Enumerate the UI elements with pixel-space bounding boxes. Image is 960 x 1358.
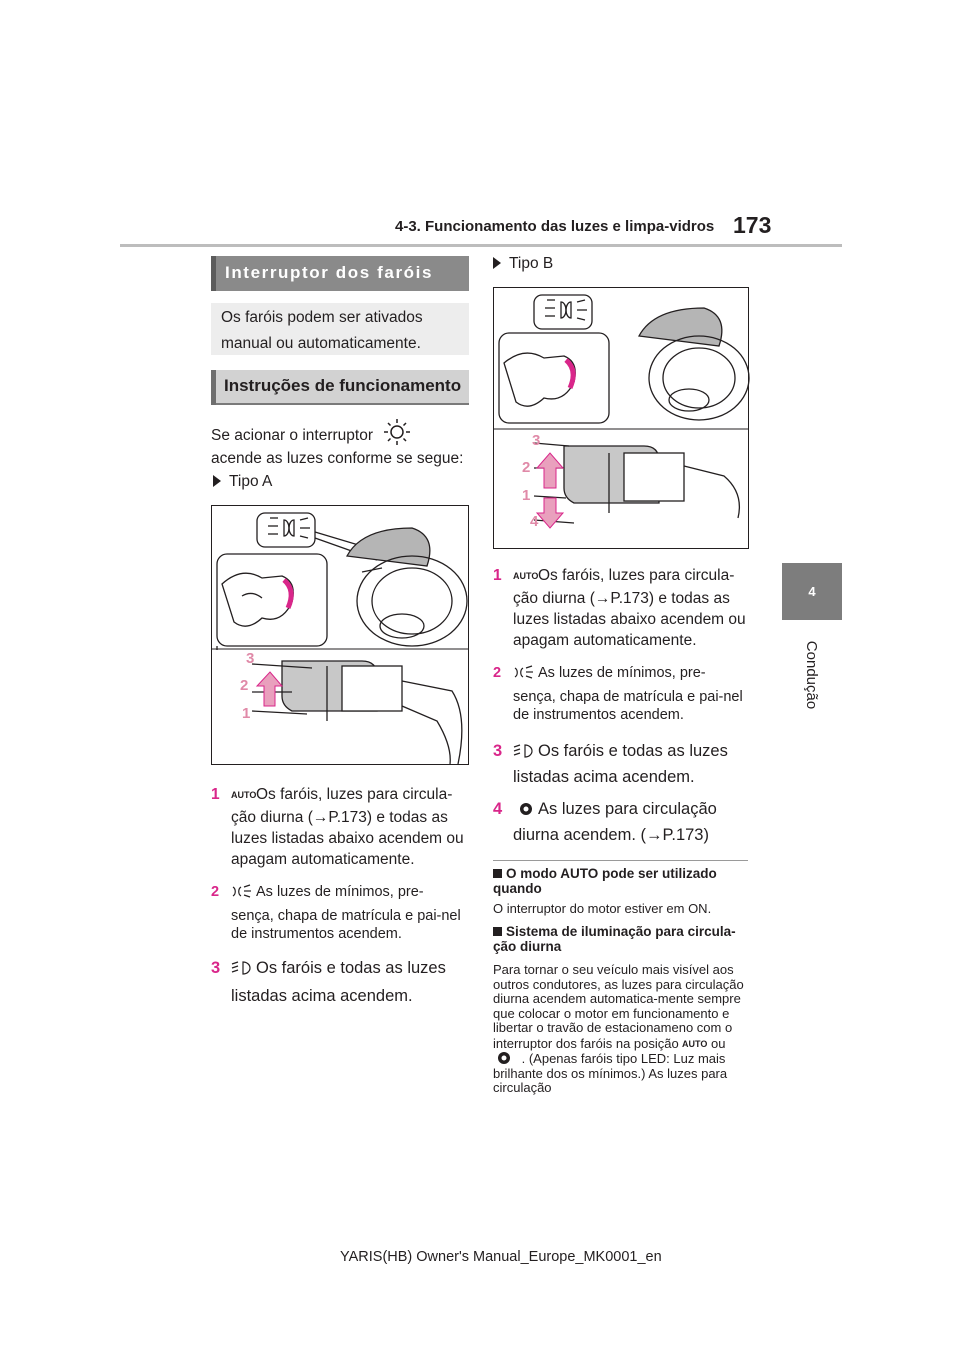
section-header-title: 4-3. Funcionamento das luzes e limpa-vidros [395, 218, 715, 235]
chapter-label: Condução [803, 640, 820, 710]
light-switch-icon [382, 418, 412, 446]
section-heading-text: Interruptor dos faróis [225, 263, 434, 282]
headlight-icon [231, 961, 253, 975]
figure-b-callout-1: 1 [522, 487, 531, 504]
page-number: 173 [733, 212, 772, 238]
instruction-line-2: acende as luzes conforme se segue: [211, 450, 464, 467]
auto-icon [513, 568, 539, 582]
note-text-auto: O interruptor do motor estiver em ON. [493, 901, 712, 916]
figure-b-callout-3: 3 [532, 432, 541, 449]
svg-text:AUTO: AUTO [682, 1038, 708, 1049]
parking-light-icon [513, 665, 535, 679]
figure-type-a [211, 505, 469, 765]
figure-b-callout-4: 4 [530, 513, 539, 530]
chapter-tab[interactable]: 4 [782, 563, 842, 620]
daytime-running-light-icon [493, 1051, 515, 1065]
auto-icon [231, 787, 257, 801]
intro-box [211, 303, 469, 355]
type-a-label: Tipo A [213, 473, 272, 491]
type-b-label: Tipo B [493, 255, 553, 273]
parking-light-icon [231, 884, 253, 898]
section-heading [211, 256, 469, 291]
figure-b-callout-2: 2 [522, 459, 531, 476]
note-heading-drl: Sistema de iluminação para circula-ção diurna [493, 924, 736, 954]
headlight-icon [513, 744, 535, 758]
intro-line-1: Os faróis podem ser ativados [221, 309, 423, 326]
subsection-heading-text: Instruções de funcionamento [224, 376, 462, 395]
note-heading-auto: O modo AUTO pode ser utilizado quando [493, 866, 717, 896]
intro-line-2: manual ou automaticamente. [221, 335, 421, 352]
footer-text: YARIS(HB) Owner's Manual_Europe_MK0001_en [340, 1249, 662, 1265]
figure-a-callout-2: 2 [240, 677, 249, 694]
figure-a-callout-3: 3 [246, 650, 255, 667]
svg-text:AUTO: AUTO [231, 790, 257, 800]
notes-divider [493, 860, 748, 861]
subsection-heading [211, 370, 469, 405]
header-rule [120, 244, 842, 247]
figure-a-callout-1: 1 [242, 705, 251, 722]
daytime-running-light-icon [513, 802, 535, 816]
note-text-drl: Para tornar o seu veículo mais visível aos outros condutores, as luzes para circulação diurna acendem automatica-mente sempre que colocar o motor em funcionamento e libertar o travão de estacionameno com o interruptor dos faróis na posição AUTO ou . (Apenas faróis tipo LED: Luz mais brilhante dos os mínimos.) As luzes para circulação [493, 962, 744, 1095]
instruction-line-1: Se acionar o interruptor [211, 427, 373, 444]
figure-type-b [493, 287, 749, 549]
svg-text:AUTO: AUTO [513, 571, 539, 581]
auto-icon [682, 1036, 708, 1050]
